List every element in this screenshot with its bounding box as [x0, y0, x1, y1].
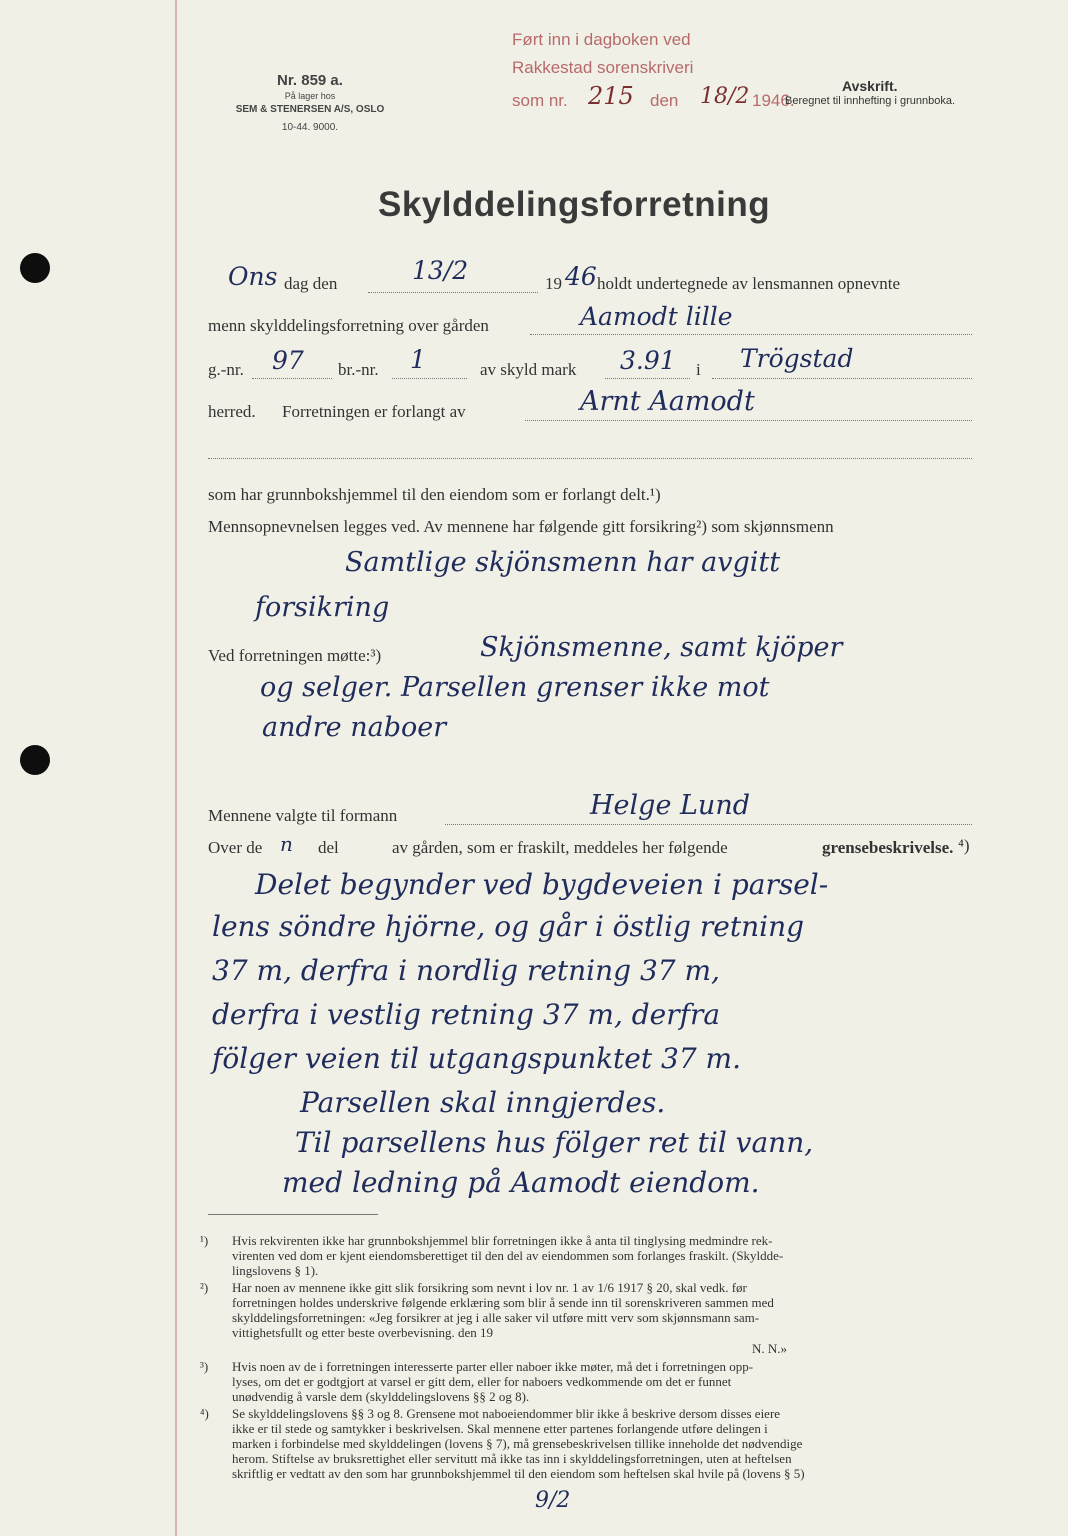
registration-stamp-line1: Ført inn i dagboken ved — [512, 30, 691, 49]
fill-rule — [530, 334, 972, 335]
boundary-line-2: lens söndre hjörne, og går i östlig retning — [212, 910, 805, 943]
margin-line — [175, 0, 177, 1536]
footnote-3-line: lyses, om det er godtgjort at varsel er gitt dem, eller for naboers vedkommende om det er funnet — [232, 1374, 732, 1389]
herred-value: Trögstad — [740, 344, 854, 373]
stamp-year: 1946. — [752, 91, 795, 110]
punch-hole — [20, 253, 50, 283]
stamp-nr-value: 215 — [588, 82, 634, 110]
skyld-label: av skyld mark — [480, 360, 577, 379]
gnr-value: 97 — [272, 346, 304, 375]
i-label: i — [696, 360, 701, 379]
printer-date: 10-44. 9000. — [281, 122, 339, 133]
skyld-value: 3.91 — [620, 346, 676, 375]
stamp-date-value: 18/2 — [700, 84, 750, 109]
footnote-4-line: marken i forbindelse med skylddelingen (lovens § 7), må grensebeskrivelsen tillike inneholde det nødvendige — [232, 1436, 803, 1451]
footnote-3-line: Hvis noen av de i forretningen interesserte parter eller naboer ikke møter, må det i forretningen opp- — [232, 1359, 754, 1374]
forsikring-note-2: forsikring — [255, 592, 390, 623]
fill-rule — [445, 824, 972, 825]
day-prefix: Ons — [228, 262, 278, 291]
fill-rule — [392, 378, 467, 379]
fill-rule — [605, 378, 690, 379]
footnote-mark: ³) — [200, 1359, 209, 1374]
document-title: Skylddelingsforretning — [378, 185, 771, 224]
footnote-separator — [208, 1214, 378, 1215]
footnote-2-line: forretningen holdes underskrive følgende erklæring som blir å sende inn til sorenskriveren sammen med — [232, 1295, 774, 1310]
footnote-1-line: lingslovens § 1). — [232, 1263, 319, 1278]
boundary-line-8: med ledning på Aamodt eiendom. — [282, 1166, 760, 1199]
fill-rule — [252, 378, 332, 379]
boundary-line-6: Parsellen skal inngjerdes. — [300, 1086, 666, 1119]
footnote-4-line: Se skylddelingslovens §§ 3 og 8. Grensene mot naboeiendommer blir ikke å beskrive dersom disses eiere — [232, 1406, 781, 1421]
over-label-note: ⁴) — [958, 836, 970, 855]
boundary-line-7: Til parsellens hus fölger ret til vann, — [295, 1126, 814, 1159]
footnote-1-line: Hvis rekvirenten ikke har grunnbokshjemmel blir forretningen ikke å anta til tinglysing medmindre rek- — [232, 1233, 773, 1248]
day-value: 13/2 — [412, 256, 469, 285]
footnote-2-signature: N. N.» — [752, 1341, 788, 1356]
farm-name: Aamodt lille — [580, 302, 733, 331]
footnote-4-line: herom. Stiftelse av bruksrettighet eller servitutt må ikke tas inn i skylddelingsforretningen, uten at heftelsen — [232, 1451, 792, 1466]
page-mark: 9/2 — [535, 1488, 571, 1513]
footnote-mark: ¹) — [200, 1233, 209, 1248]
motte-note-2: og selger. Parsellen grenser ikke mot — [260, 672, 770, 703]
day-label: dag den — [284, 274, 338, 293]
over-label-a: Over de — [208, 838, 263, 857]
bnr-value: 1 — [410, 345, 426, 374]
fill-rule — [525, 420, 972, 421]
printer-name: SEM & STENERSEN A/S, OSLO — [235, 104, 385, 115]
footnote-2-line: Har noen av mennene ikke gitt slik forsikring som nevnt i lov nr. 1 av 1/6 1917 § 20, skal vedk. før — [232, 1280, 747, 1295]
stamp-som-nr: som nr. — [512, 91, 568, 110]
herred-label: herred. — [208, 402, 256, 421]
over-handwritten: n — [280, 832, 293, 856]
mennsop-text: Mennsopnevnelsen legges ved. Av mennene har følgende gitt forsikring²) som skjønnsmenn — [208, 517, 834, 536]
registration-stamp-line2: Rakkestad sorenskriveri — [512, 58, 694, 77]
over-label-c: av gården, som er fraskilt, meddeles her følgende — [392, 838, 728, 857]
avskrift-note: Beregnet til innhefting i grunnboka. — [785, 95, 956, 107]
line2-label: menn skylddelingsforretning over gården — [208, 316, 489, 335]
footnote-3-line: unødvendig å varsle dem (skylddelingslovens §§ 2 og 8). — [232, 1389, 530, 1404]
stamp-den: den — [650, 91, 679, 110]
fill-rule — [712, 378, 972, 379]
footnote-1-line: virenten ved dom er kjent eiendomsberettiget til den del av eiendommen som forlanges fraskilt. (Skyldde- — [232, 1248, 784, 1263]
requester-name: Arnt Aamodt — [580, 386, 755, 417]
formann-value: Helge Lund — [590, 790, 750, 821]
boundary-line-4: derfra i vestlig retning 37 m, derfra — [212, 998, 721, 1031]
form-number: Nr. 859 a. — [277, 72, 343, 89]
bnr-label: br.-nr. — [338, 360, 379, 379]
forlangt-label: Forretningen er forlangt av — [282, 402, 466, 421]
year-value: 46 — [565, 262, 597, 291]
motte-note-1: Skjönsmenne, samt kjöper — [480, 632, 843, 663]
over-label-bold: grensebeskrivelse. — [822, 838, 954, 857]
forsikring-note-1: Samtlige skjönsmenn har avgitt — [345, 547, 781, 578]
fill-rule — [368, 292, 538, 293]
boundary-line-5: fölger veien til utgangspunktet 37 m. — [212, 1042, 742, 1075]
printer-line: På lager hos — [284, 91, 336, 101]
over-label-b: del — [318, 838, 339, 857]
footnote-4-line: skriftlig er vedtatt av den som har grunnbokshjemmel til den eiendom som heftelsen skal hvile på (lovens § 5) — [232, 1466, 805, 1481]
boundary-line-1: Delet begynder ved bygdeveien i parsel- — [255, 868, 829, 901]
footnote-mark: ⁴) — [200, 1406, 209, 1421]
footnote-4-line: ikke er til stede og samtykker i beskrivelsen. Skal mennene etter partenes forlangende utføre delingen i — [232, 1421, 768, 1436]
boundary-line-3: 37 m, derfra i nordlig retning 37 m, — [212, 954, 720, 987]
hjemmel-text: som har grunnbokshjemmel til den eiendom som er forlangt delt.¹) — [208, 485, 661, 504]
avskrift-label: Avskrift. — [842, 78, 898, 94]
footnote-mark: ²) — [200, 1280, 209, 1295]
formann-label: Mennene valgte til formann — [208, 806, 398, 825]
motte-note-3: andre naboer — [262, 712, 447, 743]
gnr-label: g.-nr. — [208, 360, 244, 379]
footnote-2-line: skylddelingsforretningen: «Jeg forsikrer at jeg i alle saker vil utføre mitt verv som skjønnsmann sam- — [232, 1310, 760, 1325]
motte-label: Ved forretningen møtte:³) — [208, 646, 382, 665]
punch-hole — [20, 745, 50, 775]
fill-rule — [208, 458, 972, 459]
year-prefix: 19 — [545, 274, 562, 293]
footnote-2-line: vittighetsfullt og etter beste overbevisning. den 19 — [232, 1325, 494, 1340]
intro-text: holdt undertegnede av lensmannen opnevnte — [597, 274, 901, 293]
